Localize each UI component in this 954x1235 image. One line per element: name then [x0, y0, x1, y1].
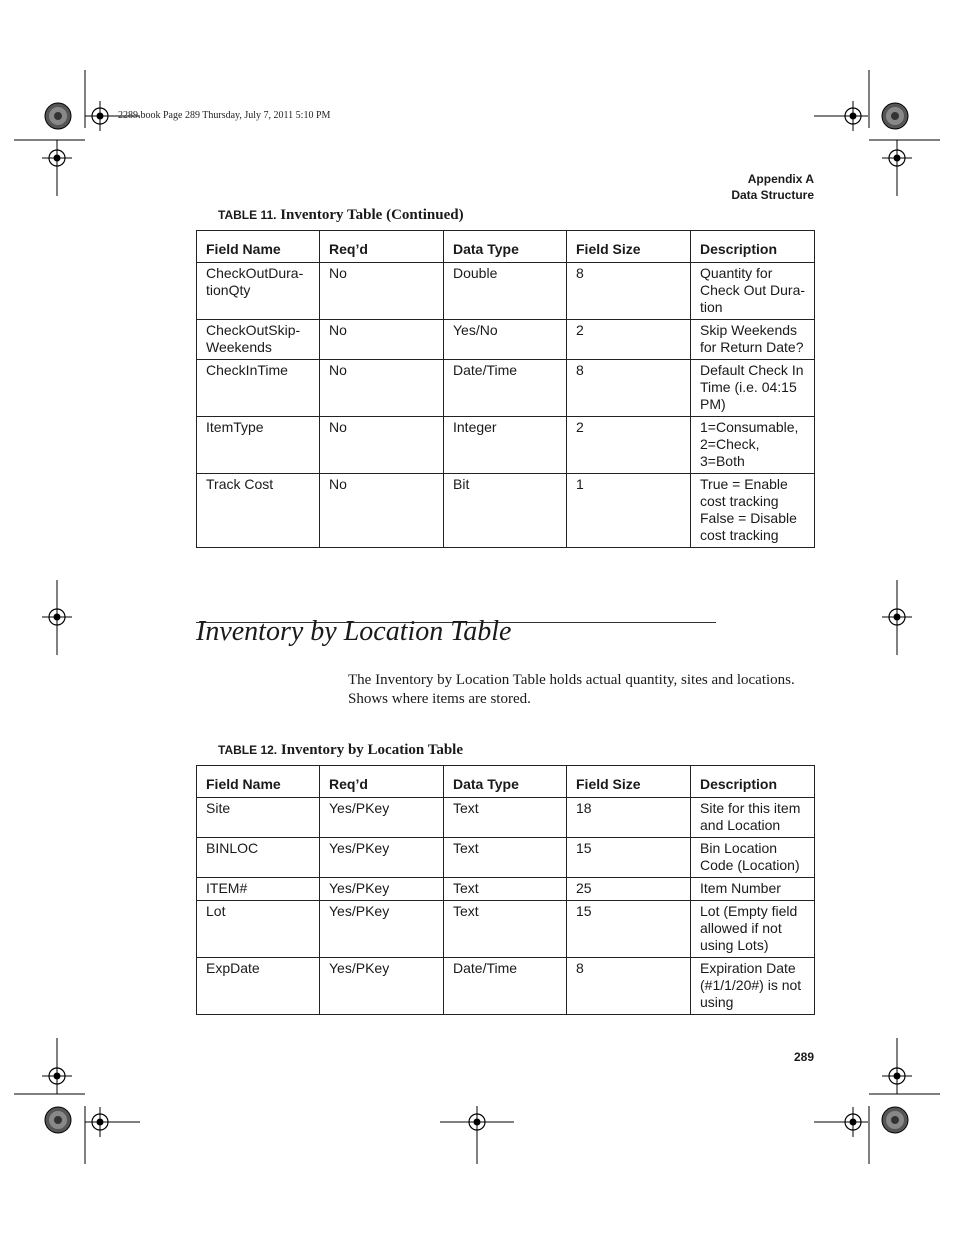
table-row [197, 878, 815, 901]
table-cell: 1=Consumable, 2=Check, 3=Both [691, 417, 815, 474]
inventory-by-location-table [196, 765, 815, 1015]
table-cell: Yes/PKey [320, 901, 444, 958]
table-cell: Track Cost [197, 474, 320, 548]
table-cell: 25 [567, 878, 691, 901]
table-cell: Yes/No [444, 320, 567, 360]
table-row [197, 838, 815, 878]
running-header-appendix: Appendix A [747, 172, 814, 186]
column-header: Data Type [444, 766, 567, 798]
table-cell: Text [444, 901, 567, 958]
table12-title: Inventory by Location Table [280, 742, 463, 758]
table-cell: Text [444, 878, 567, 901]
table-cell: Yes/PKey [320, 958, 444, 1015]
table-cell: CheckOutSkip-Weekends [197, 320, 320, 360]
table-cell: Bin Location Code (Location) [691, 838, 815, 878]
table-cell: CheckOutDura-tionQty [197, 263, 320, 320]
table-cell: Default Check In Time (i.e. 04:15 PM) [691, 360, 815, 417]
table-header-row [197, 766, 815, 798]
table-cell: Yes/PKey [320, 838, 444, 878]
table11-label: TABLE 11. [218, 208, 277, 222]
table-cell: 15 [567, 838, 691, 878]
table-cell: ITEM# [197, 878, 320, 901]
table-row [197, 360, 815, 417]
table-cell: 8 [567, 360, 691, 417]
table-cell: 15 [567, 901, 691, 958]
table11-caption [218, 207, 464, 224]
table12-caption [218, 742, 463, 759]
column-header: Field Name [197, 231, 320, 263]
table-cell: Text [444, 838, 567, 878]
table-cell: 1 [567, 474, 691, 548]
table11-title: Inventory Table (Continued) [280, 207, 464, 223]
table-cell: Item Number [691, 878, 815, 901]
table-cell: No [320, 263, 444, 320]
table-cell: No [320, 417, 444, 474]
table-cell: Integer [444, 417, 567, 474]
table-cell: ExpDate [197, 958, 320, 1015]
column-header: Req’d [320, 766, 444, 798]
table-cell: ItemType [197, 417, 320, 474]
table-cell: Quantity for Check Out Dura-tion [691, 263, 815, 320]
inventory-table [196, 230, 815, 548]
print-slug: 2289.book Page 289 Thursday, July 7, 2011 5:10 PM [118, 110, 331, 121]
column-header: Req’d [320, 231, 444, 263]
table12-label: TABLE 12. [218, 743, 278, 757]
table-cell: Skip Weekends for Return Date? [691, 320, 815, 360]
table-row [197, 474, 815, 548]
table-cell: BINLOC [197, 838, 320, 878]
table-cell: Double [444, 263, 567, 320]
table-cell: 18 [567, 798, 691, 838]
column-header: Field Size [567, 231, 691, 263]
table-cell: Bit [444, 474, 567, 548]
table-cell: No [320, 474, 444, 548]
table-cell: Expiration Date (#1/1/20#) is not using [691, 958, 815, 1015]
column-header: Field Size [567, 766, 691, 798]
table-cell: No [320, 320, 444, 360]
table-row [197, 320, 815, 360]
table-header-row [197, 231, 815, 263]
table-cell: No [320, 360, 444, 417]
table-cell: Yes/PKey [320, 798, 444, 838]
table-cell: Date/Time [444, 360, 567, 417]
table-cell: Lot [197, 901, 320, 958]
table-row [197, 901, 815, 958]
table-cell: 2 [567, 320, 691, 360]
table-cell: Date/Time [444, 958, 567, 1015]
table-cell: Site for this item and Location [691, 798, 815, 838]
table-cell: 8 [567, 958, 691, 1015]
table-cell: Text [444, 798, 567, 838]
table-cell: CheckInTime [197, 360, 320, 417]
table-cell: Yes/PKey [320, 878, 444, 901]
table-cell: 2 [567, 417, 691, 474]
table-cell: True = Enable cost tracking False = Disable cost tracking [691, 474, 815, 548]
page-number: 289 [793, 1050, 814, 1064]
column-header: Field Name [197, 766, 320, 798]
running-header-section: Data Structure [731, 188, 814, 202]
table-row [197, 263, 815, 320]
table-row [197, 958, 815, 1015]
table-cell: Site [197, 798, 320, 838]
column-header: Data Type [444, 231, 567, 263]
section-body-text: The Inventory by Location Table holds actual quantity, sites and locations. Shows where items are stored. [348, 672, 795, 707]
table-row [197, 798, 815, 838]
table-cell: Lot (Empty field allowed if not using Lots) [691, 901, 815, 958]
column-header: Description [691, 766, 815, 798]
table-row [197, 417, 815, 474]
section-heading: Inventory by Location Table [196, 616, 512, 647]
table-cell: 8 [567, 263, 691, 320]
column-header: Description [691, 231, 815, 263]
